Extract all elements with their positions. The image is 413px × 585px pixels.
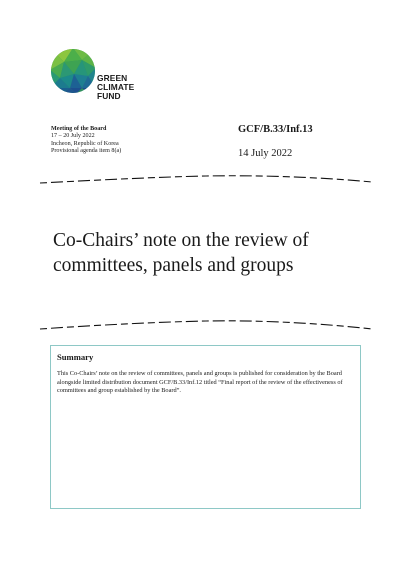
meeting-info xyxy=(51,126,201,155)
meeting-agenda-item: Provisional agenda item 8(a) xyxy=(51,147,122,154)
wave-divider-top xyxy=(38,172,374,186)
globe-logo-icon xyxy=(50,48,96,94)
logo-wordmark xyxy=(97,74,134,100)
document-reference: GCF/B.33/Inf.13 xyxy=(238,124,313,135)
meeting-dates: 17 – 20 July 2022 xyxy=(51,133,95,140)
wave-divider-bottom xyxy=(38,318,374,332)
document-title: Co-Chairs’ note on the review of committees, panels and groups xyxy=(53,230,309,276)
summary-heading: Summary xyxy=(57,352,94,362)
summary-text: This Co-Chairs’ note on the review of committees, panels and groups is published for consideration by the Board alongside limited distribution document GCF/B.33/Inf.12 titled “Final report of the review of the effectiveness of committees and group established by the Board”. xyxy=(57,370,343,395)
logo-line-fund: FUND xyxy=(97,90,121,101)
logo-line-green: GREEN xyxy=(97,73,128,83)
logo-line-climate: CLIMATE xyxy=(97,81,135,92)
summary-box xyxy=(50,345,361,509)
document-date: 14 July 2022 xyxy=(238,148,293,159)
meeting-location: Incheon, Republic of Korea xyxy=(51,140,119,147)
gcf-logo xyxy=(50,48,145,103)
meeting-title: Meeting of the Board xyxy=(51,126,107,132)
